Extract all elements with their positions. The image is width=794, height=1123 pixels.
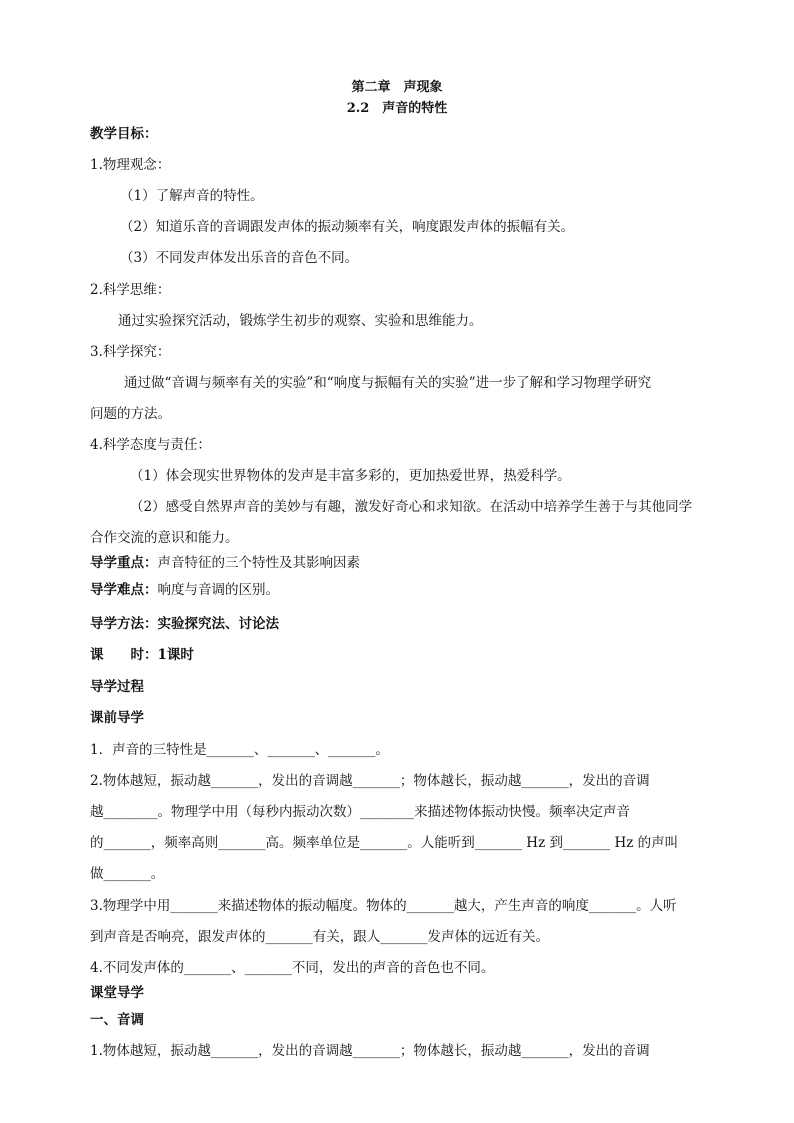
pre-question-2a: 2.物体越短，振动越_______，发出的音调越_______；物体越长，振动越_______，发出的音调: [90, 773, 650, 789]
objective-2-title: 2.科学思维：: [90, 282, 171, 298]
objective-1-title: 1.物理观念：: [90, 157, 171, 173]
pre-question-2d: 做_______。: [90, 866, 165, 882]
in-class-question-1: 1.物体越短，振动越_______，发出的音调越_______；物体越长，振动越_______，发出的音调: [90, 1043, 650, 1059]
objective-3-title: 3.科学探究：: [90, 344, 171, 360]
section-title: 2.2 声音的特性: [346, 101, 448, 116]
class-period: 课 时：1课时: [90, 647, 194, 663]
key-point: [90, 554, 360, 572]
section-pitch-heading: 一、音调: [90, 1012, 144, 1028]
key-point-text: 声音特征的三个特性及其影响因素: [157, 555, 360, 571]
pre-question-2b: 越________。物理学中用（每秒内振动次数）________来描述物体振动快慢。频率决定声音: [90, 804, 630, 820]
objective-4-title: 4.科学态度与责任：: [90, 437, 211, 453]
pre-question-2c: 的_______，频率高则_______高。频率单位是_______。人能听到_______ Hz 到_______ Hz 的声叫: [90, 835, 679, 851]
objective-1-item-3: （3）不同发声体发出乐音的音色不同。: [120, 250, 359, 266]
objective-1-item-2: （2）知道乐音的音调跟发声体的振动频率有关，响度跟发声体的振幅有关。: [120, 219, 575, 235]
objective-4-item-1: （1）体会现实世界物体的发声是丰富多彩的，更加热爱世界，热爱科学。: [130, 468, 571, 484]
pre-question-4: 4.不同发声体的_______、_______不同，发出的声音的音色也不同。: [90, 960, 495, 976]
objective-3-text-a: 通过做“音调与频率有关的实验”和“响度与振幅有关的实验”进一步了解和学习物理学研究: [124, 375, 652, 391]
in-class-heading: 课堂导学: [90, 985, 144, 1001]
difficult-point-text: 响度与音调的区别。: [157, 582, 279, 598]
objective-4-item-2a: （2）感受自然界声音的美妙与有趣，激发好奇心和求知欲。在活动中培养学生善于与其他同学: [130, 499, 693, 515]
pre-question-3b: 到声音是否响亮，跟发声体的_______有关，跟人_______发声体的远近有关。: [90, 929, 549, 945]
objectives-heading: 教学目标：: [90, 126, 158, 142]
difficult-point: [90, 581, 279, 599]
key-point-label: 导学重点：: [90, 555, 158, 571]
pre-question-1: 1．声音的三特性是_______、_______、_______。: [90, 742, 389, 758]
objective-3-text-b: 问题的方法。: [90, 406, 171, 422]
teaching-method: 导学方法：实验探究法、讨论法: [90, 616, 279, 632]
pre-class-heading: 课前导学: [90, 710, 144, 726]
pre-question-3a: 3.物理学中用_______来描述物体的振动幅度。物体的_______越大，产生声音的响度_______。人听: [90, 898, 677, 914]
process-heading: 导学过程: [90, 679, 144, 695]
difficult-point-label: 导学难点：: [90, 582, 158, 598]
chapter-title: 第二章 声现象: [351, 80, 443, 95]
objective-2-text: 通过实验探究活动，锻炼学生初步的观察、实验和思维能力。: [118, 313, 483, 329]
objective-4-item-2b: 合作交流的意识和能力。: [90, 530, 239, 546]
objective-1-item-1: （1）了解声音的特性。: [120, 188, 264, 204]
